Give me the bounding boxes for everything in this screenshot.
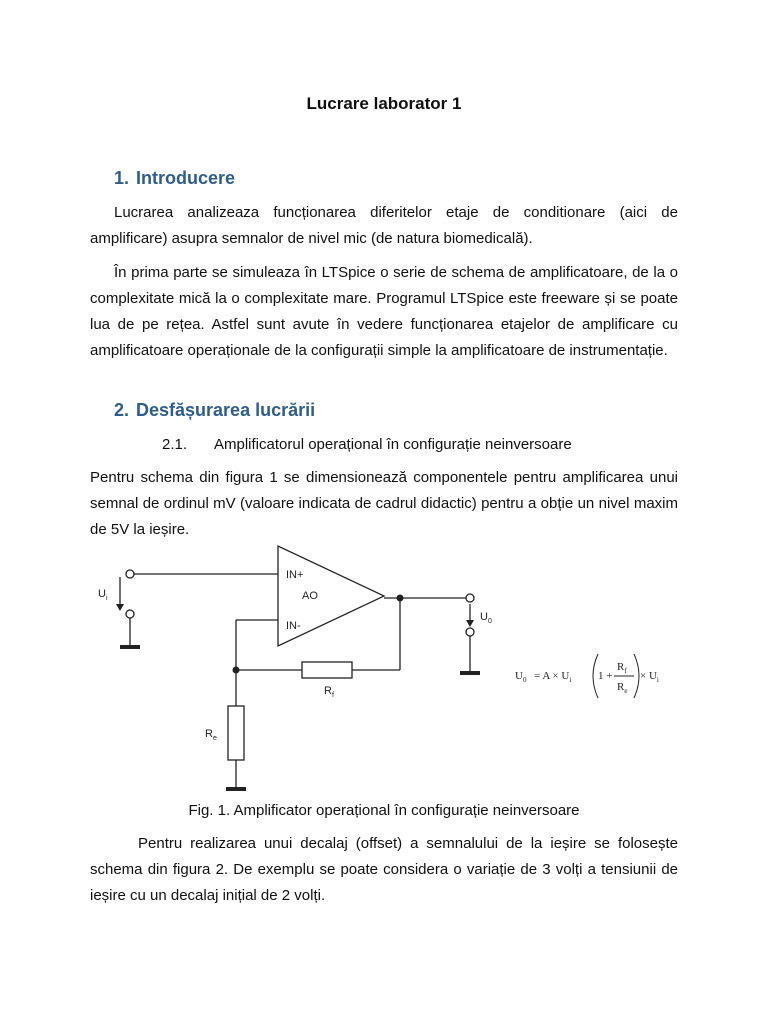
figure-caption: Fig. 1. Amplificator operațional în configurație neinversoare [188, 802, 580, 819]
label-ao: AO [302, 590, 318, 602]
subsection-number: 2.1. [162, 436, 188, 453]
section-2-heading [114, 400, 315, 421]
intro-paragraph-1: Lucrarea analizeaza funcționarea diferitelor etaje de conditionare (aici de amplificare) asupra semnalor de nivel mic (de natura biomedicală). [90, 204, 678, 247]
equation-one-plus: 1 + [598, 670, 613, 682]
label-re: $R_e$ [205, 728, 217, 742]
label-uo: $U_0$ [480, 611, 492, 625]
intro-paragraph-2: În prima parte se simuleaza în LTSpice o serie de schema de amplificatoare, de la o complexitate mică la o complexitate mare. Programul LTSpice este freeware și se poate lua de pe rețea. Astfel sunt avute în vedere funcționarea etajelor de amplificare cu amplificatoare operaționale de la configurații simple la amplificatoare de instrumentație. [90, 264, 678, 359]
label-in-minus: IN- [286, 620, 301, 632]
feedback-junction-dot [233, 667, 240, 674]
section-1-heading [114, 168, 235, 189]
output-terminal-top [466, 594, 474, 602]
ground-output [460, 671, 480, 675]
section-2-number: 2. [114, 400, 130, 420]
equation-lhs: $U_0$ [515, 670, 527, 684]
subsection-2-1-heading [162, 436, 572, 453]
uo-arrowhead [466, 620, 474, 627]
section-1-number: 1. [114, 168, 130, 188]
resistor-re [228, 706, 244, 760]
equation-denominator: $R_e$ [617, 681, 628, 695]
section-2-title: Desfășurarea lucrării [136, 400, 316, 420]
equation-right-paren [634, 654, 639, 698]
ground-input [120, 645, 140, 649]
equation-rhs: × $U_i$ [640, 670, 659, 684]
label-in-plus: IN+ [286, 569, 304, 581]
ui-arrowhead [116, 604, 124, 611]
input-terminal-top [126, 570, 134, 578]
section-2-paragraph-1: Pentru schema din figura 1 se dimensionează componentele pentru amplificarea unui semnal de ordinul mV (valoare indicata de cadrul didactic) pentru a obție un nivel maxim de 5V la ieșire. [90, 469, 678, 538]
equation-gain: = $A \times U_i$ [534, 670, 572, 684]
output-terminal-bottom [466, 628, 474, 636]
document-title: Lucrare laborator 1 [306, 94, 462, 113]
circuit-figure [0, 530, 768, 800]
label-ui: $U_i$ [98, 588, 108, 602]
ground-re [226, 787, 246, 791]
label-rf: $R_f$ [324, 685, 334, 699]
equation-numerator: $R_f$ [617, 661, 627, 675]
input-terminal-bottom [126, 610, 134, 618]
section-1-title: Introducere [136, 168, 236, 188]
section-2-paragraph-2: Pentru realizarea unui decalaj (offset) a semnalului de la ieșire se folosește schema din figura 2. De exemplu se poate considera o variație de 3 volți a tensiunii de ieșire cu un decalaj inițial de 2 volți. [90, 835, 678, 904]
resistor-rf [302, 662, 352, 678]
subsection-title: Amplificatorul operațional în configurație neinversoare [214, 436, 572, 453]
output-junction-dot [397, 595, 404, 602]
